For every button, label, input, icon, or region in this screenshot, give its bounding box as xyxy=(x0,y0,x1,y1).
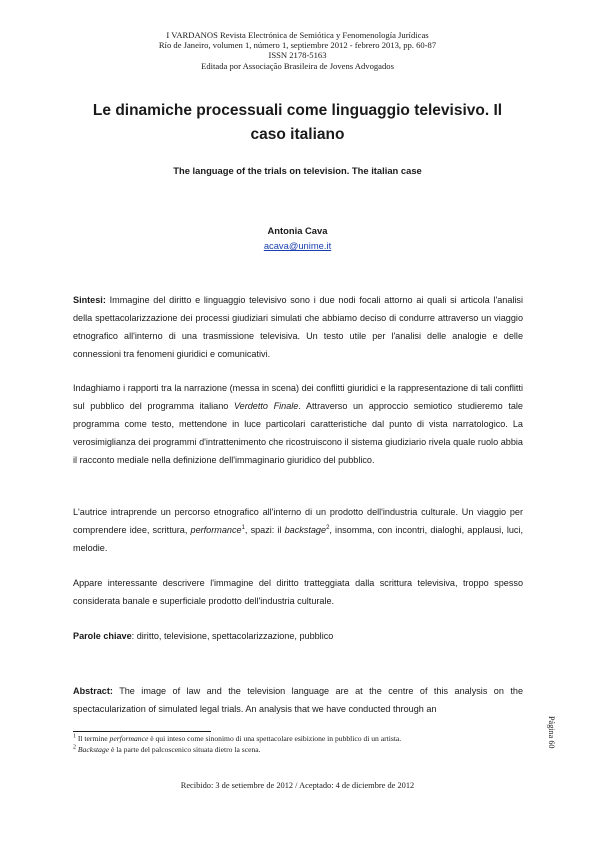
footnote-2 xyxy=(73,745,513,756)
footnote-1-italic: performance xyxy=(109,734,149,743)
author-email-link[interactable]: acava@unime.it xyxy=(263,240,332,251)
para2-program-title: Verdetto Finale xyxy=(233,401,299,411)
para2-text-before: Indaghiamo i rapporti tra la narrazione (messa in scena) dei conflitti giuridici e la rappresentazione di tali conflitti sul pubblico del programma italiano xyxy=(73,383,523,411)
author-email xyxy=(60,240,535,251)
keywords-text: : diritto, televisione, spettacolarizzazione, pubblico xyxy=(131,631,334,641)
para3-text-before: L'autrice intraprende un percorso etnografico all'interno di un prodotto dell'industria culturale. Un viaggio per comprendere idee, scrittura, xyxy=(73,507,523,535)
footnote-ref-2[interactable]: 2 xyxy=(326,524,330,531)
footnote-2-number: 2 xyxy=(73,743,76,750)
article-title: Le dinamiche processuali come linguaggio televisivo. Il caso italiano xyxy=(92,102,503,143)
abstract-paragraph xyxy=(73,682,523,718)
abstract-label: Abstract: xyxy=(73,686,113,696)
paragraph-3 xyxy=(73,503,523,557)
keywords-paragraph xyxy=(73,627,523,645)
footnote-2-text-after: è la parte del palcoscenico situata dietro la scena. xyxy=(109,744,261,754)
sintesi-text: Immagine del diritto e linguaggio televisivo sono i due nodi focali attorno ai quali si articola l'analisi della spettacolarizzazione dei processi giudiziari simulati che abbiamo deciso di condurre attraverso un viaggio etnografico all'interno di una trasmissione televisiva. Un testo utile per l'analisi delle analogie e delle connessioni tra fenomeni giuridici e comunicativi. xyxy=(73,295,523,359)
page-number: Página 60 xyxy=(547,716,556,749)
footnote-1-text-after: è qui inteso come sinonimo di una spettacolare esibizione in pubblico di un artista. xyxy=(148,734,402,743)
journal-publisher-line: Editada por Associação Brasileira de Jovens Advogados xyxy=(201,60,394,71)
para2-text-after: . Attraverso un approccio semiotico studieremo tale programma come testo, mettendone in luce particolari caratteristiche dal punto di vista narratologico. La verosimiglianza dei programmi d'intrattenimento che ricostruiscono il sistema giudiziario rivela quale ruolo abbia il racconto mediale nella definizione dell'immaginario giuridico del pubblico. xyxy=(73,401,523,465)
para3-text-middle: , spazi: il xyxy=(244,525,285,535)
received-accepted-dates: Recibido: 3 de setiembre de 2012 / Aceptado: 4 de diciembre de 2012 xyxy=(180,781,415,790)
footnote-1-text-before: Il termine xyxy=(76,734,110,743)
journal-volume-line: Río de Janeiro, volumen 1, número 1, septiembre 2012 - febrero 2013, pp. 60-87 xyxy=(158,40,437,51)
paragraph-2 xyxy=(73,379,523,469)
journal-title-line: I VARDANOS Revista Electrónica de Semiótica y Fenomenología Jurídicas xyxy=(166,30,429,40)
footnote-1 xyxy=(73,734,513,745)
para3-italic-performance: performance xyxy=(190,525,242,535)
article-subtitle: The language of the trials on television. The italian case xyxy=(173,165,422,176)
footnotes xyxy=(73,734,513,755)
paragraph-4 xyxy=(73,574,523,610)
para3-italic-backstage: backstage xyxy=(284,525,327,535)
abstract-text: The image of law and the television language are at the centre of this analysis on the spectacularization of simulated legal trials. An analysis that we have conducted through an xyxy=(73,686,523,714)
sintesi-paragraph xyxy=(73,291,523,363)
journal-header xyxy=(60,30,535,71)
footnote-2-italic: Backstage xyxy=(77,744,110,754)
keywords-label: Parole chiave xyxy=(73,631,132,641)
para4-text: Appare interessante descrivere l'immagine del diritto tratteggiata dalla scrittura televisiva, troppo spesso considerata banale e superficiale prodotto dell'industria culturale. xyxy=(73,578,523,606)
author-name: Antonia Cava xyxy=(267,225,328,236)
footnote-separator xyxy=(73,731,211,732)
para3-text-after: , insomma, con incontri, dialoghi, applausi, luci, melodie. xyxy=(73,525,523,553)
footnote-1-number: 1 xyxy=(73,733,76,740)
journal-issn-line: ISSN 2178-5163 xyxy=(268,50,327,61)
sintesi-label: Sintesi: xyxy=(73,295,106,305)
footnote-ref-1[interactable]: 1 xyxy=(241,524,245,531)
